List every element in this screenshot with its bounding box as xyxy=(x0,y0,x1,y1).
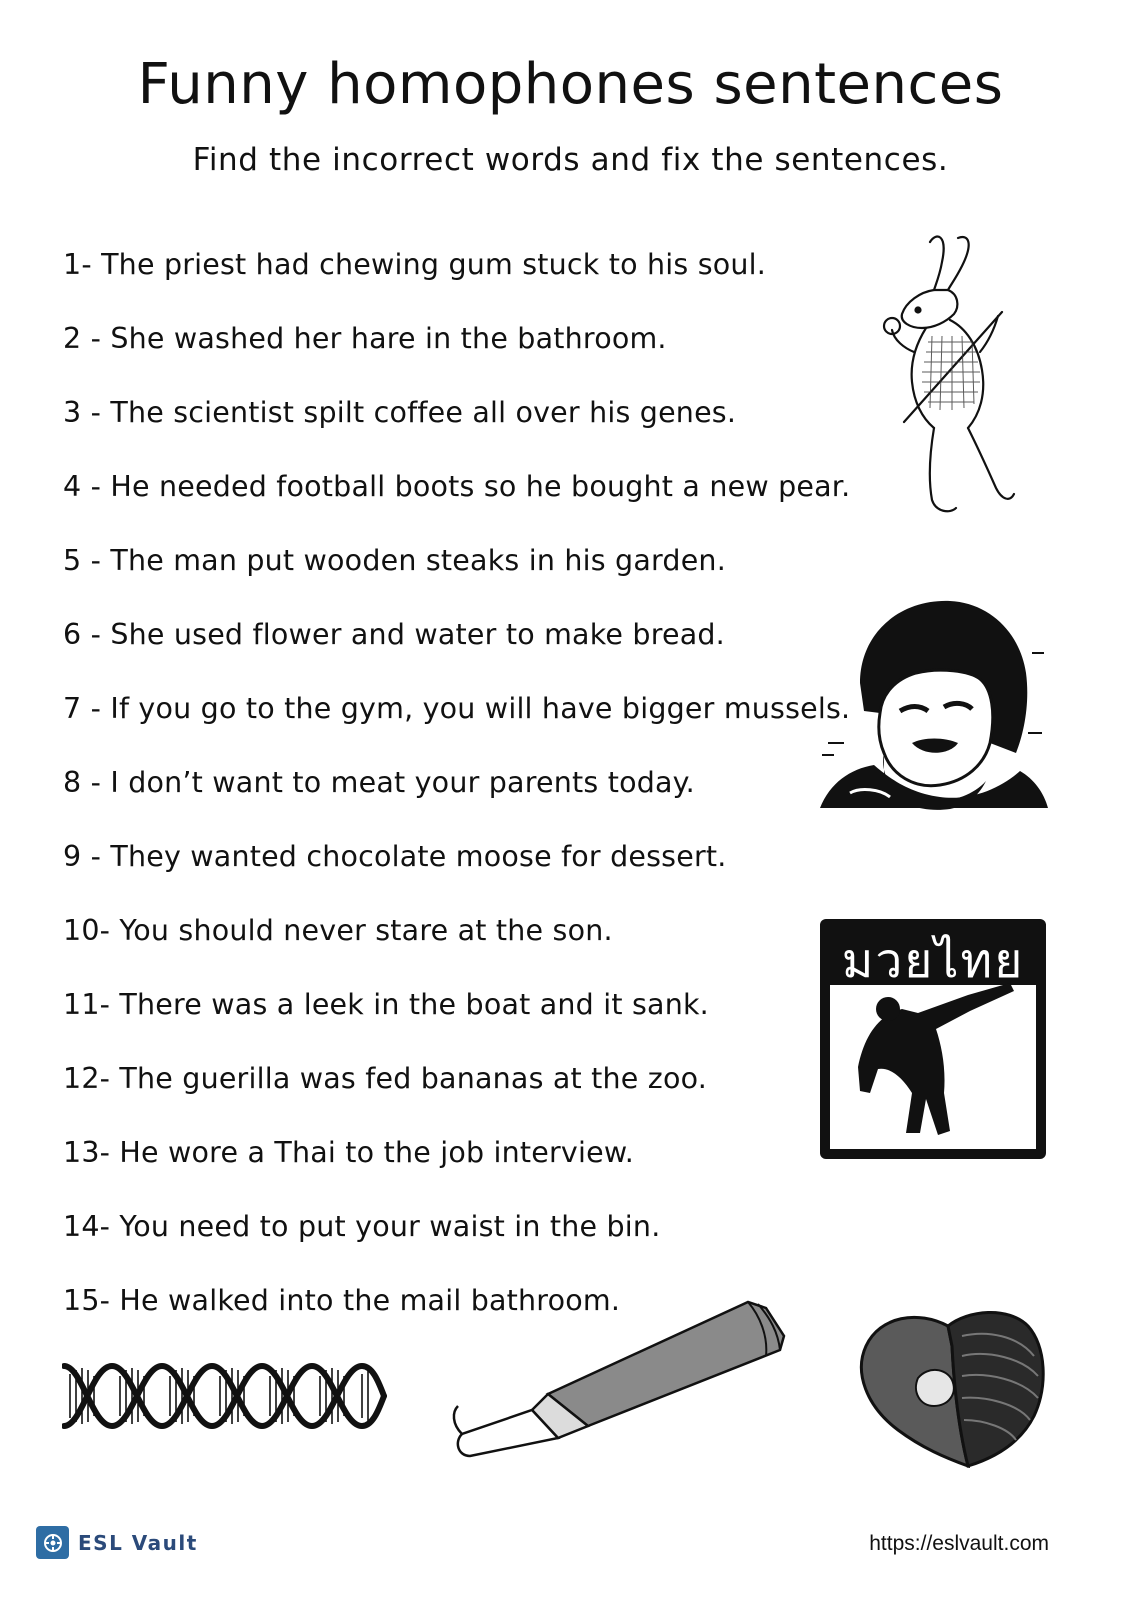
mussel-image xyxy=(858,1306,1048,1468)
page-title: Funny homophones sentences xyxy=(137,52,1004,117)
sentence-12: 12- The guerilla was fed bananas at the zoo. xyxy=(63,1062,707,1095)
sentence-9: 9 - They wanted chocolate moose for dessert. xyxy=(63,840,727,873)
sentence-5: 5 - The man put wooden steaks in his garden. xyxy=(63,544,726,577)
brand-logo[interactable] xyxy=(36,1526,198,1559)
brand-name: ESL Vault xyxy=(78,1530,198,1555)
sentence-2: 2 - She washed her hare in the bathroom. xyxy=(63,322,667,355)
sentence-11: 11- There was a leek in the boat and it sank. xyxy=(63,988,709,1021)
vault-icon xyxy=(36,1526,69,1559)
dna-image xyxy=(62,1360,387,1432)
sentence-15: 15- He walked into the mail bathroom. xyxy=(63,1284,621,1317)
sentence-list xyxy=(63,250,863,1360)
hare-image xyxy=(870,232,1020,522)
leek-image xyxy=(448,1296,798,1458)
sentence-7: 7 - If you go to the gym, you will have bigger mussels. xyxy=(63,692,851,725)
page-subtitle: Find the incorrect words and fix the sentences. xyxy=(192,142,949,178)
sentence-10: 10- You should never stare at the son. xyxy=(63,914,613,947)
sentence-1: 1- The priest had chewing gum stuck to his soul. xyxy=(63,248,767,281)
sentence-14: 14- You need to put your waist in the bin. xyxy=(63,1210,661,1243)
portrait-image xyxy=(820,593,1048,815)
sentence-6: 6 - She used flower and water to make bread. xyxy=(63,618,725,651)
sentence-4: 4 - He needed football boots so he bought a new pear. xyxy=(63,470,851,503)
muay-thai-image xyxy=(818,917,1048,1161)
sentence-8: 8 - I don’t want to meat your parents today. xyxy=(63,766,695,799)
sentence-3: 3 - The scientist spilt coffee all over his genes. xyxy=(63,396,737,429)
sentence-13: 13- He wore a Thai to the job interview. xyxy=(63,1136,634,1169)
muay-thai-text: มวยไทย xyxy=(841,933,1025,989)
footer-url-link[interactable]: https://eslvault.com xyxy=(869,1532,1049,1555)
